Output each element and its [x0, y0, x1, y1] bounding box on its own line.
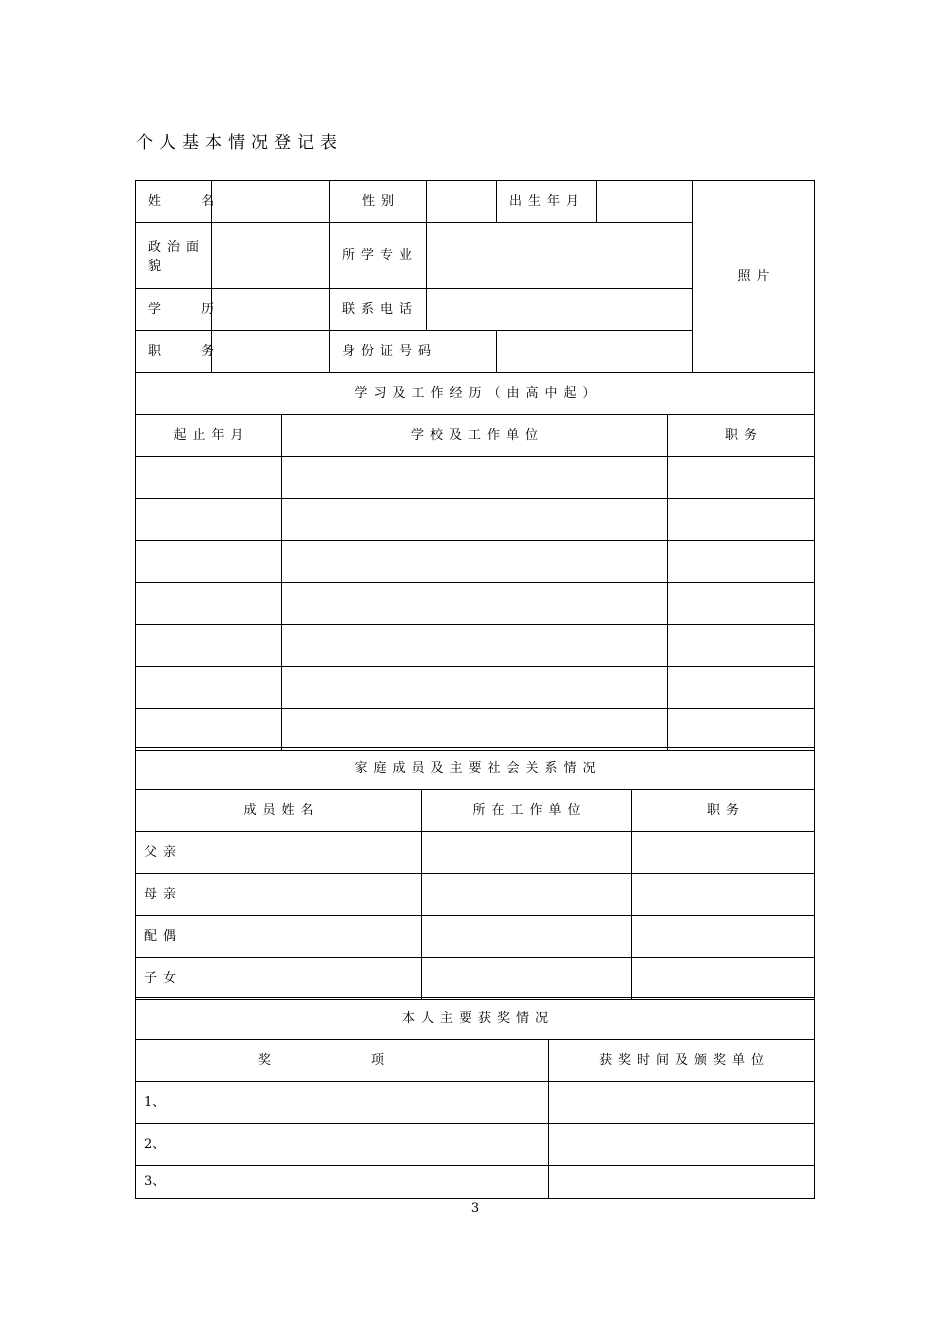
history-position-cell[interactable] — [668, 667, 815, 709]
table-row — [136, 832, 815, 874]
family-org-cell[interactable] — [422, 832, 632, 874]
table-row — [136, 583, 815, 625]
award-time-cell[interactable] — [549, 1124, 815, 1166]
position-label: 职 务 — [136, 331, 212, 373]
id-field[interactable] — [497, 331, 693, 373]
family-org-cell[interactable] — [422, 958, 632, 1000]
family-header-org: 所在工作单位 — [422, 790, 632, 832]
table-row — [136, 709, 815, 751]
family-member-father: 父亲 — [136, 832, 422, 874]
birth-field[interactable] — [597, 181, 693, 223]
phone-label: 联系电话 — [330, 289, 427, 331]
education-label: 学 历 — [136, 289, 212, 331]
history-period-cell[interactable] — [136, 541, 282, 583]
name-label: 姓 名 — [136, 181, 212, 223]
history-org-cell[interactable] — [282, 499, 668, 541]
table-row — [136, 625, 815, 667]
family-table — [135, 747, 815, 1000]
table-row — [136, 667, 815, 709]
page-number: 3 — [470, 1201, 480, 1216]
history-org-cell[interactable] — [282, 625, 668, 667]
table-row — [136, 916, 815, 958]
table-row — [136, 1166, 815, 1199]
history-period-cell[interactable] — [136, 709, 282, 751]
table-row — [136, 1124, 815, 1166]
history-org-cell[interactable] — [282, 583, 668, 625]
award-time-cell[interactable] — [549, 1082, 815, 1124]
politics-field[interactable] — [212, 223, 330, 289]
family-position-cell[interactable] — [632, 832, 815, 874]
table-row — [136, 874, 815, 916]
table-row — [136, 1082, 815, 1124]
history-org-cell[interactable] — [282, 457, 668, 499]
award-time-cell[interactable] — [549, 1166, 815, 1199]
phone-field[interactable] — [427, 289, 693, 331]
id-label: 身份证号码 — [330, 331, 497, 373]
table-row — [136, 541, 815, 583]
award-item-1[interactable]: 1、 — [136, 1082, 549, 1124]
table-row — [136, 958, 815, 1000]
history-section-title: 学习及工作经历（由高中起） — [136, 373, 815, 415]
award-item-2[interactable]: 2、 — [136, 1124, 549, 1166]
awards-table — [135, 997, 815, 1199]
family-header-name: 成员姓名 — [136, 790, 422, 832]
basic-info-table — [135, 180, 815, 373]
family-position-cell[interactable] — [632, 916, 815, 958]
photo-box[interactable]: 照片 — [693, 181, 815, 373]
history-table — [135, 372, 815, 751]
family-member-children: 子女 — [136, 958, 422, 1000]
family-header-position: 职务 — [632, 790, 815, 832]
family-org-cell[interactable] — [422, 874, 632, 916]
history-position-cell[interactable] — [668, 541, 815, 583]
awards-header-time: 获奖时间及颁奖单位 — [549, 1040, 815, 1082]
gender-field[interactable] — [427, 181, 497, 223]
history-org-cell[interactable] — [282, 541, 668, 583]
history-header-position: 职务 — [668, 415, 815, 457]
history-position-cell[interactable] — [668, 457, 815, 499]
history-position-cell[interactable] — [668, 499, 815, 541]
birth-label: 出生年月 — [497, 181, 597, 223]
family-section-title: 家庭成员及主要社会关系情况 — [136, 748, 815, 790]
awards-header-item: 奖 项 — [136, 1040, 549, 1082]
history-period-cell[interactable] — [136, 457, 282, 499]
history-position-cell[interactable] — [668, 583, 815, 625]
family-member-mother: 母亲 — [136, 874, 422, 916]
history-org-cell[interactable] — [282, 709, 668, 751]
family-position-cell[interactable] — [632, 874, 815, 916]
table-row — [136, 457, 815, 499]
politics-label: 政治面貌 — [136, 223, 212, 289]
awards-section-title: 本人主要获奖情况 — [136, 998, 815, 1040]
history-period-cell[interactable] — [136, 667, 282, 709]
history-header-org: 学校及工作单位 — [282, 415, 668, 457]
table-row — [136, 499, 815, 541]
history-position-cell[interactable] — [668, 625, 815, 667]
award-item-3[interactable]: 3、 — [136, 1166, 549, 1199]
major-label: 所学专业 — [330, 223, 427, 289]
history-period-cell[interactable] — [136, 499, 282, 541]
page-title: 个人基本情况登记表 — [136, 133, 343, 153]
history-org-cell[interactable] — [282, 667, 668, 709]
family-org-cell[interactable] — [422, 916, 632, 958]
family-member-spouse: 配偶 — [136, 916, 422, 958]
major-field[interactable] — [427, 223, 693, 289]
family-position-cell[interactable] — [632, 958, 815, 1000]
history-header-period: 起止年月 — [136, 415, 282, 457]
gender-label: 性别 — [330, 181, 427, 223]
history-period-cell[interactable] — [136, 625, 282, 667]
history-period-cell[interactable] — [136, 583, 282, 625]
history-position-cell[interactable] — [668, 709, 815, 751]
